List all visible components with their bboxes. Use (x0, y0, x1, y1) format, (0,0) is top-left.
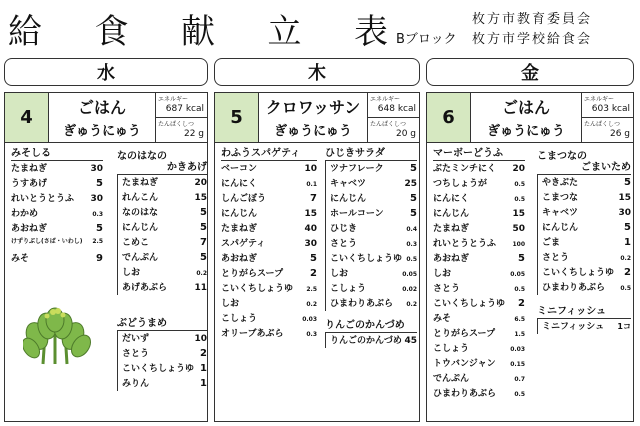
ingredient-row (330, 266, 417, 281)
protein-label: たんぱくしつ (370, 121, 407, 128)
ingredient-row (542, 190, 631, 205)
ingredient-qty: 15 (304, 209, 317, 219)
ingredient-qty: 30 (618, 208, 631, 218)
ingredient-list (325, 333, 417, 348)
ingredient-qty: 5 (200, 207, 207, 218)
ingredient-row (330, 296, 417, 311)
ingredient-qty: 5 (96, 223, 103, 234)
ingredient-name: さとう (122, 349, 150, 359)
energy-label: エネルギー (584, 96, 615, 103)
ingredient-row (330, 281, 417, 296)
ingredient-name: とりがらスープ (433, 329, 496, 339)
ingredient-row (221, 251, 317, 266)
ingredient-qty: 0.5 (620, 285, 631, 292)
ingredient-row (11, 236, 103, 251)
ingredient-row (433, 266, 525, 281)
ingredient-name: やきぶた (542, 178, 579, 188)
ingredient-row (433, 311, 525, 326)
ingredient-qty: 7 (310, 193, 317, 204)
ingredient-row (433, 281, 525, 296)
ingredient-qty: 40 (304, 224, 317, 234)
ingredient-qty: 2 (518, 298, 525, 309)
ingredient-qty: 0.3 (306, 331, 317, 338)
ingredient-row (330, 176, 417, 191)
ingredient-qty: 5 (410, 193, 417, 204)
date-number: 5 (215, 93, 259, 142)
org-line: 枚方市教育委員会 (472, 12, 593, 27)
ingredient-name: ひまわりあぶら (330, 299, 394, 309)
ingredient-name: オリーブあぶら (221, 329, 284, 339)
ingredient-qty: 15 (618, 193, 631, 203)
ingredient-row (433, 326, 525, 341)
ingredient-qty: 1 (200, 378, 207, 389)
ingredient-name: りんごのかんづめ (330, 336, 402, 346)
title-char: 給 (8, 11, 42, 52)
ingredient-name: しお (221, 299, 240, 309)
ingredient-name: ホールコーン (330, 209, 384, 219)
ingredient-name: こいくちしょうゆ (542, 268, 615, 278)
title-char: 立 (267, 11, 302, 52)
ingredient-row (221, 161, 317, 176)
staple-food: ごはん (501, 98, 550, 117)
ingredient-qty: 30 (304, 239, 317, 249)
ingredient-row (11, 161, 103, 176)
protein-value: 20 g (395, 129, 416, 139)
ingredient-name: スパゲティ (221, 239, 266, 249)
ingredient-name: こまつな (542, 193, 579, 203)
ingredient-row (330, 236, 417, 251)
energy-label: エネルギー (158, 96, 189, 103)
ingredient-row (221, 206, 317, 221)
ingredient-row (330, 191, 417, 206)
ingredient-name: なのはな (122, 208, 159, 218)
day-header (215, 93, 419, 143)
dish-title: ぶどうまめ (117, 317, 207, 331)
ingredient-name: にんにく (221, 179, 258, 189)
divider (156, 117, 207, 118)
dish-column (11, 147, 103, 370)
ingredient-row (122, 280, 207, 295)
ingredient-row (330, 206, 417, 221)
ingredient-row (330, 221, 417, 236)
ingredient-name: にんじん (542, 223, 579, 233)
ingredient-name: こいくちしょうゆ (433, 299, 506, 309)
energy-value: 687 kcal (165, 104, 204, 114)
ingredient-list (433, 161, 525, 401)
ingredient-qty: 0.03 (510, 346, 525, 353)
ingredient-name: さとう (330, 239, 358, 249)
ingredient-row (11, 191, 103, 206)
ingredient-qty: 1.5 (514, 331, 525, 338)
ingredient-name: にんじん (221, 209, 258, 219)
ingredient-list (11, 161, 103, 266)
ingredient-name: こいくちしょうゆ (330, 254, 403, 264)
ingredient-qty: 0.5 (514, 286, 525, 293)
ingredient-name: たまねぎ (433, 224, 470, 234)
ingredient-name: ごま (542, 238, 561, 248)
ingredient-row (221, 296, 317, 311)
ingredient-qty: 7 (200, 237, 207, 248)
ingredient-row (542, 205, 631, 220)
ingredient-name: こいくちしょうゆ (221, 284, 294, 294)
ingredient-name: ぶたミンチにく (433, 164, 497, 174)
ingredient-name: ひまわりあぶら (542, 283, 606, 293)
dish-title: かきあげ (117, 161, 207, 175)
ingredient-qty: 0.15 (510, 361, 525, 368)
staple-food: クロワッサン (265, 98, 361, 117)
ingredient-row (221, 191, 317, 206)
ingredient-name: でんぷん (433, 374, 470, 384)
title-char: 献 (181, 11, 215, 52)
ingredient-name: こしょう (433, 344, 470, 354)
ingredient-qty: 100 (512, 241, 525, 248)
ingredient-list (325, 161, 417, 311)
block-label: Bブロック (396, 32, 457, 47)
ingredient-name: キャベツ (542, 208, 579, 218)
ingredient-name: とりがらスープ (221, 269, 284, 279)
ingredient-name: みそ (433, 314, 452, 324)
ingredient-qty: 5 (410, 208, 417, 219)
nutrition-box (155, 93, 207, 142)
protein-value: 22 g (183, 129, 204, 139)
ingredient-qty: 0.2 (406, 301, 417, 308)
ingredient-qty: 0.5 (514, 181, 525, 188)
title-char: 表 (354, 11, 388, 52)
ingredient-name: つちしょうが (433, 179, 488, 189)
ingredient-row (433, 221, 525, 236)
ingredient-name: にんにく (433, 194, 470, 204)
ingredient-row (221, 266, 317, 281)
ingredient-name: あおねぎ (221, 254, 258, 264)
ingredient-name: れいとうとうふ (11, 194, 75, 204)
day-header (5, 93, 207, 143)
dish-column (117, 147, 207, 391)
ingredient-qty: 2 (310, 268, 317, 279)
drink: ぎゅうにゅう (487, 124, 565, 139)
ingredient-qty: 5 (410, 163, 417, 174)
divider (368, 117, 419, 118)
ingredient-name: にんじん (330, 194, 367, 204)
ingredient-qty: 9 (96, 253, 103, 264)
ingredient-name: だいず (122, 334, 150, 344)
date-number: 4 (5, 93, 49, 142)
page-title (8, 6, 388, 50)
ingredient-qty: 5 (200, 222, 207, 233)
ingredient-qty: 45 (404, 336, 417, 346)
ingredient-name: さとう (433, 284, 461, 294)
ingredient-qty: 0.2 (306, 301, 317, 308)
ingredient-qty: 0.2 (196, 270, 207, 277)
ingredient-row (122, 361, 207, 376)
org-line: 枚方市学校給食会 (472, 32, 593, 47)
ingredient-qty: 5 (96, 178, 103, 189)
ingredient-row (122, 220, 207, 235)
ingredient-row (542, 280, 631, 295)
ingredient-row (11, 251, 103, 266)
ingredient-name: あおねぎ (433, 254, 470, 264)
title-char: 食 (94, 11, 129, 52)
ingredient-qty: 0.7 (514, 376, 525, 383)
staple-food: ごはん (77, 98, 126, 117)
ingredient-row (542, 220, 631, 235)
dish-column (221, 147, 317, 341)
ingredient-list (117, 175, 207, 295)
ingredient-name: こしょう (330, 284, 367, 294)
protein-label: たんぱくしつ (584, 121, 621, 128)
ingredient-name: けずりぶし(さば・いわし) (11, 238, 83, 245)
dish-title: ひじきサラダ (325, 147, 417, 161)
ingredient-row (542, 319, 631, 334)
ingredient-name: れんこん (122, 193, 159, 203)
ingredient-qty: 5 (518, 253, 525, 264)
day-panel-thu (214, 92, 420, 422)
ingredient-name: みりん (122, 379, 150, 389)
ingredient-row (122, 265, 207, 280)
ingredient-row (542, 265, 631, 280)
nutrition-box (367, 93, 419, 142)
ingredient-qty: 15 (512, 209, 525, 219)
ingredient-row (221, 326, 317, 341)
ingredient-list (221, 161, 317, 341)
energy-label: エネルギー (370, 96, 401, 103)
ingredient-name: ミニフィッシュ (542, 322, 605, 332)
ingredient-row (122, 250, 207, 265)
ingredient-row (122, 331, 207, 346)
ingredient-row (433, 341, 525, 356)
ingredient-row (542, 250, 631, 265)
ingredient-qty: 0.2 (620, 255, 631, 262)
ingredient-row (11, 176, 103, 191)
ingredient-row (122, 376, 207, 391)
ingredient-qty: 10 (304, 164, 317, 174)
ingredient-row (122, 175, 207, 190)
ingredient-name: しお (433, 269, 452, 279)
ingredient-name: トウバンジャン (433, 359, 496, 369)
ingredient-name: ツナフレーク (330, 164, 384, 174)
ingredient-name: たまねぎ (221, 224, 258, 234)
ingredient-name: こしょう (221, 314, 258, 324)
dish-title: りんごのかんづめ (325, 319, 417, 333)
ingredient-row (433, 191, 525, 206)
ingredient-qty: 30 (90, 164, 103, 174)
ingredient-row (122, 190, 207, 205)
ingredient-row (433, 251, 525, 266)
drink: ぎゅうにゅう (274, 124, 352, 139)
ingredient-name: キャベツ (330, 179, 367, 189)
ingredient-list (117, 331, 207, 391)
ingredient-row (433, 371, 525, 386)
ingredient-qty: 2 (200, 348, 207, 359)
ingredient-qty: 5 (624, 177, 631, 188)
ingredient-name: でんぷん (122, 253, 159, 263)
ingredient-row (11, 206, 103, 221)
dish-column (433, 147, 525, 401)
ingredient-qty: 5 (200, 252, 207, 263)
ingredient-qty: 2.5 (306, 286, 317, 293)
ingredient-row (221, 281, 317, 296)
ingredient-qty: 2.5 (92, 238, 103, 245)
ingredient-qty: 0.5 (406, 256, 417, 263)
ingredient-name: さとう (542, 253, 570, 263)
ingredient-qty: 1 (624, 237, 631, 248)
ingredient-qty: 0.1 (306, 181, 317, 188)
ingredient-qty: 11 (194, 283, 207, 293)
ingredient-row (122, 235, 207, 250)
ingredient-qty: 20 (512, 164, 525, 174)
ingredient-qty: 5 (310, 253, 317, 264)
ingredient-row (433, 206, 525, 221)
weekday-fri: 金 (426, 58, 634, 86)
ingredient-row (330, 333, 417, 348)
ingredient-row (221, 311, 317, 326)
ingredient-row (542, 175, 631, 190)
organization (472, 10, 592, 50)
ingredient-name: しお (122, 268, 141, 278)
ingredient-qty: 0.3 (406, 241, 417, 248)
dish-column (537, 147, 631, 334)
ingredient-row (11, 221, 103, 236)
ingredient-qty: 0.02 (402, 286, 417, 293)
ingredient-qty: 5 (624, 222, 631, 233)
dish-title: みそしる (11, 147, 103, 161)
nanohana-illustration (23, 306, 95, 366)
ingredient-row (433, 296, 525, 311)
ingredient-qty: 0.05 (510, 271, 525, 278)
ingredient-row (330, 251, 417, 266)
weekday-wed: 水 (4, 58, 208, 86)
day-header (427, 93, 633, 143)
ingredient-row (122, 205, 207, 220)
ingredient-qty: 10 (194, 334, 207, 344)
ingredient-row (433, 176, 525, 191)
ingredient-list (537, 175, 631, 295)
dish-column (325, 147, 417, 348)
ingredient-row (542, 235, 631, 250)
ingredient-name: ベーコン (221, 164, 258, 174)
dish-title: こまつなの (537, 151, 587, 162)
energy-value: 648 kcal (377, 104, 416, 114)
ingredient-qty: 0.4 (406, 226, 417, 233)
ingredient-name: わかめ (11, 209, 39, 219)
ingredient-row (330, 161, 417, 176)
ingredient-name: たまねぎ (122, 178, 159, 188)
ingredient-name: にんじん (433, 209, 470, 219)
ingredient-qty: 20 (194, 178, 207, 188)
weekday-thu: 木 (214, 58, 420, 86)
energy-value: 603 kcal (591, 104, 630, 114)
ingredient-qty: 2 (624, 267, 631, 278)
date-number: 6 (427, 93, 471, 142)
ingredient-qty: 0.3 (92, 211, 103, 218)
ingredient-name: ひじき (330, 224, 358, 234)
dish-title: わふうスパゲティ (221, 147, 317, 161)
dish-title: マーボーどうふ (433, 147, 525, 161)
day-panel-wed (4, 92, 208, 422)
ingredient-row (433, 356, 525, 371)
ingredient-qty: 0.5 (514, 391, 525, 398)
ingredient-name: あげあぶら (122, 283, 168, 293)
drink: ぎゅうにゅう (63, 124, 141, 139)
ingredient-name: れいとうとうふ (433, 239, 497, 249)
ingredient-name: たまねぎ (11, 164, 48, 174)
ingredient-qty: 25 (404, 179, 417, 189)
ingredient-qty: 15 (194, 193, 207, 203)
ingredient-qty: 0.05 (402, 271, 417, 278)
dish-title: ミニフィッシュ (537, 305, 631, 319)
ingredient-list (537, 319, 631, 334)
ingredient-row (433, 161, 525, 176)
ingredient-qty: 0.5 (514, 196, 525, 203)
ingredient-name: こめこ (122, 238, 150, 248)
ingredient-row (221, 176, 317, 191)
protein-label: たんぱくしつ (158, 121, 195, 128)
ingredient-qty: 0.03 (302, 316, 317, 323)
ingredient-qty: 1コ (617, 322, 631, 331)
ingredient-row (221, 236, 317, 251)
ingredient-row (433, 386, 525, 401)
dish-title: ごまいため (537, 161, 631, 175)
ingredient-row (122, 346, 207, 361)
protein-value: 26 g (609, 129, 630, 139)
ingredient-qty: 6.5 (514, 316, 525, 323)
ingredient-name: しお (330, 269, 349, 279)
ingredient-qty: 30 (90, 194, 103, 204)
ingredient-name: みそ (11, 254, 30, 264)
ingredient-row (221, 221, 317, 236)
divider (582, 117, 633, 118)
ingredient-name: にんじん (122, 223, 159, 233)
day-panel-fri (426, 92, 634, 422)
ingredient-qty: 1 (200, 363, 207, 374)
ingredient-name: こいくちしょうゆ (122, 364, 195, 374)
nutrition-box (581, 93, 633, 142)
ingredient-name: うすあげ (11, 179, 48, 189)
ingredient-name: しんごぼう (221, 194, 267, 204)
ingredient-qty: 50 (512, 224, 525, 234)
ingredient-name: ひまわりあぶら (433, 389, 497, 399)
ingredient-row (433, 236, 525, 251)
dish-title: なのはなの (117, 151, 167, 162)
ingredient-name: あおねぎ (11, 224, 48, 234)
